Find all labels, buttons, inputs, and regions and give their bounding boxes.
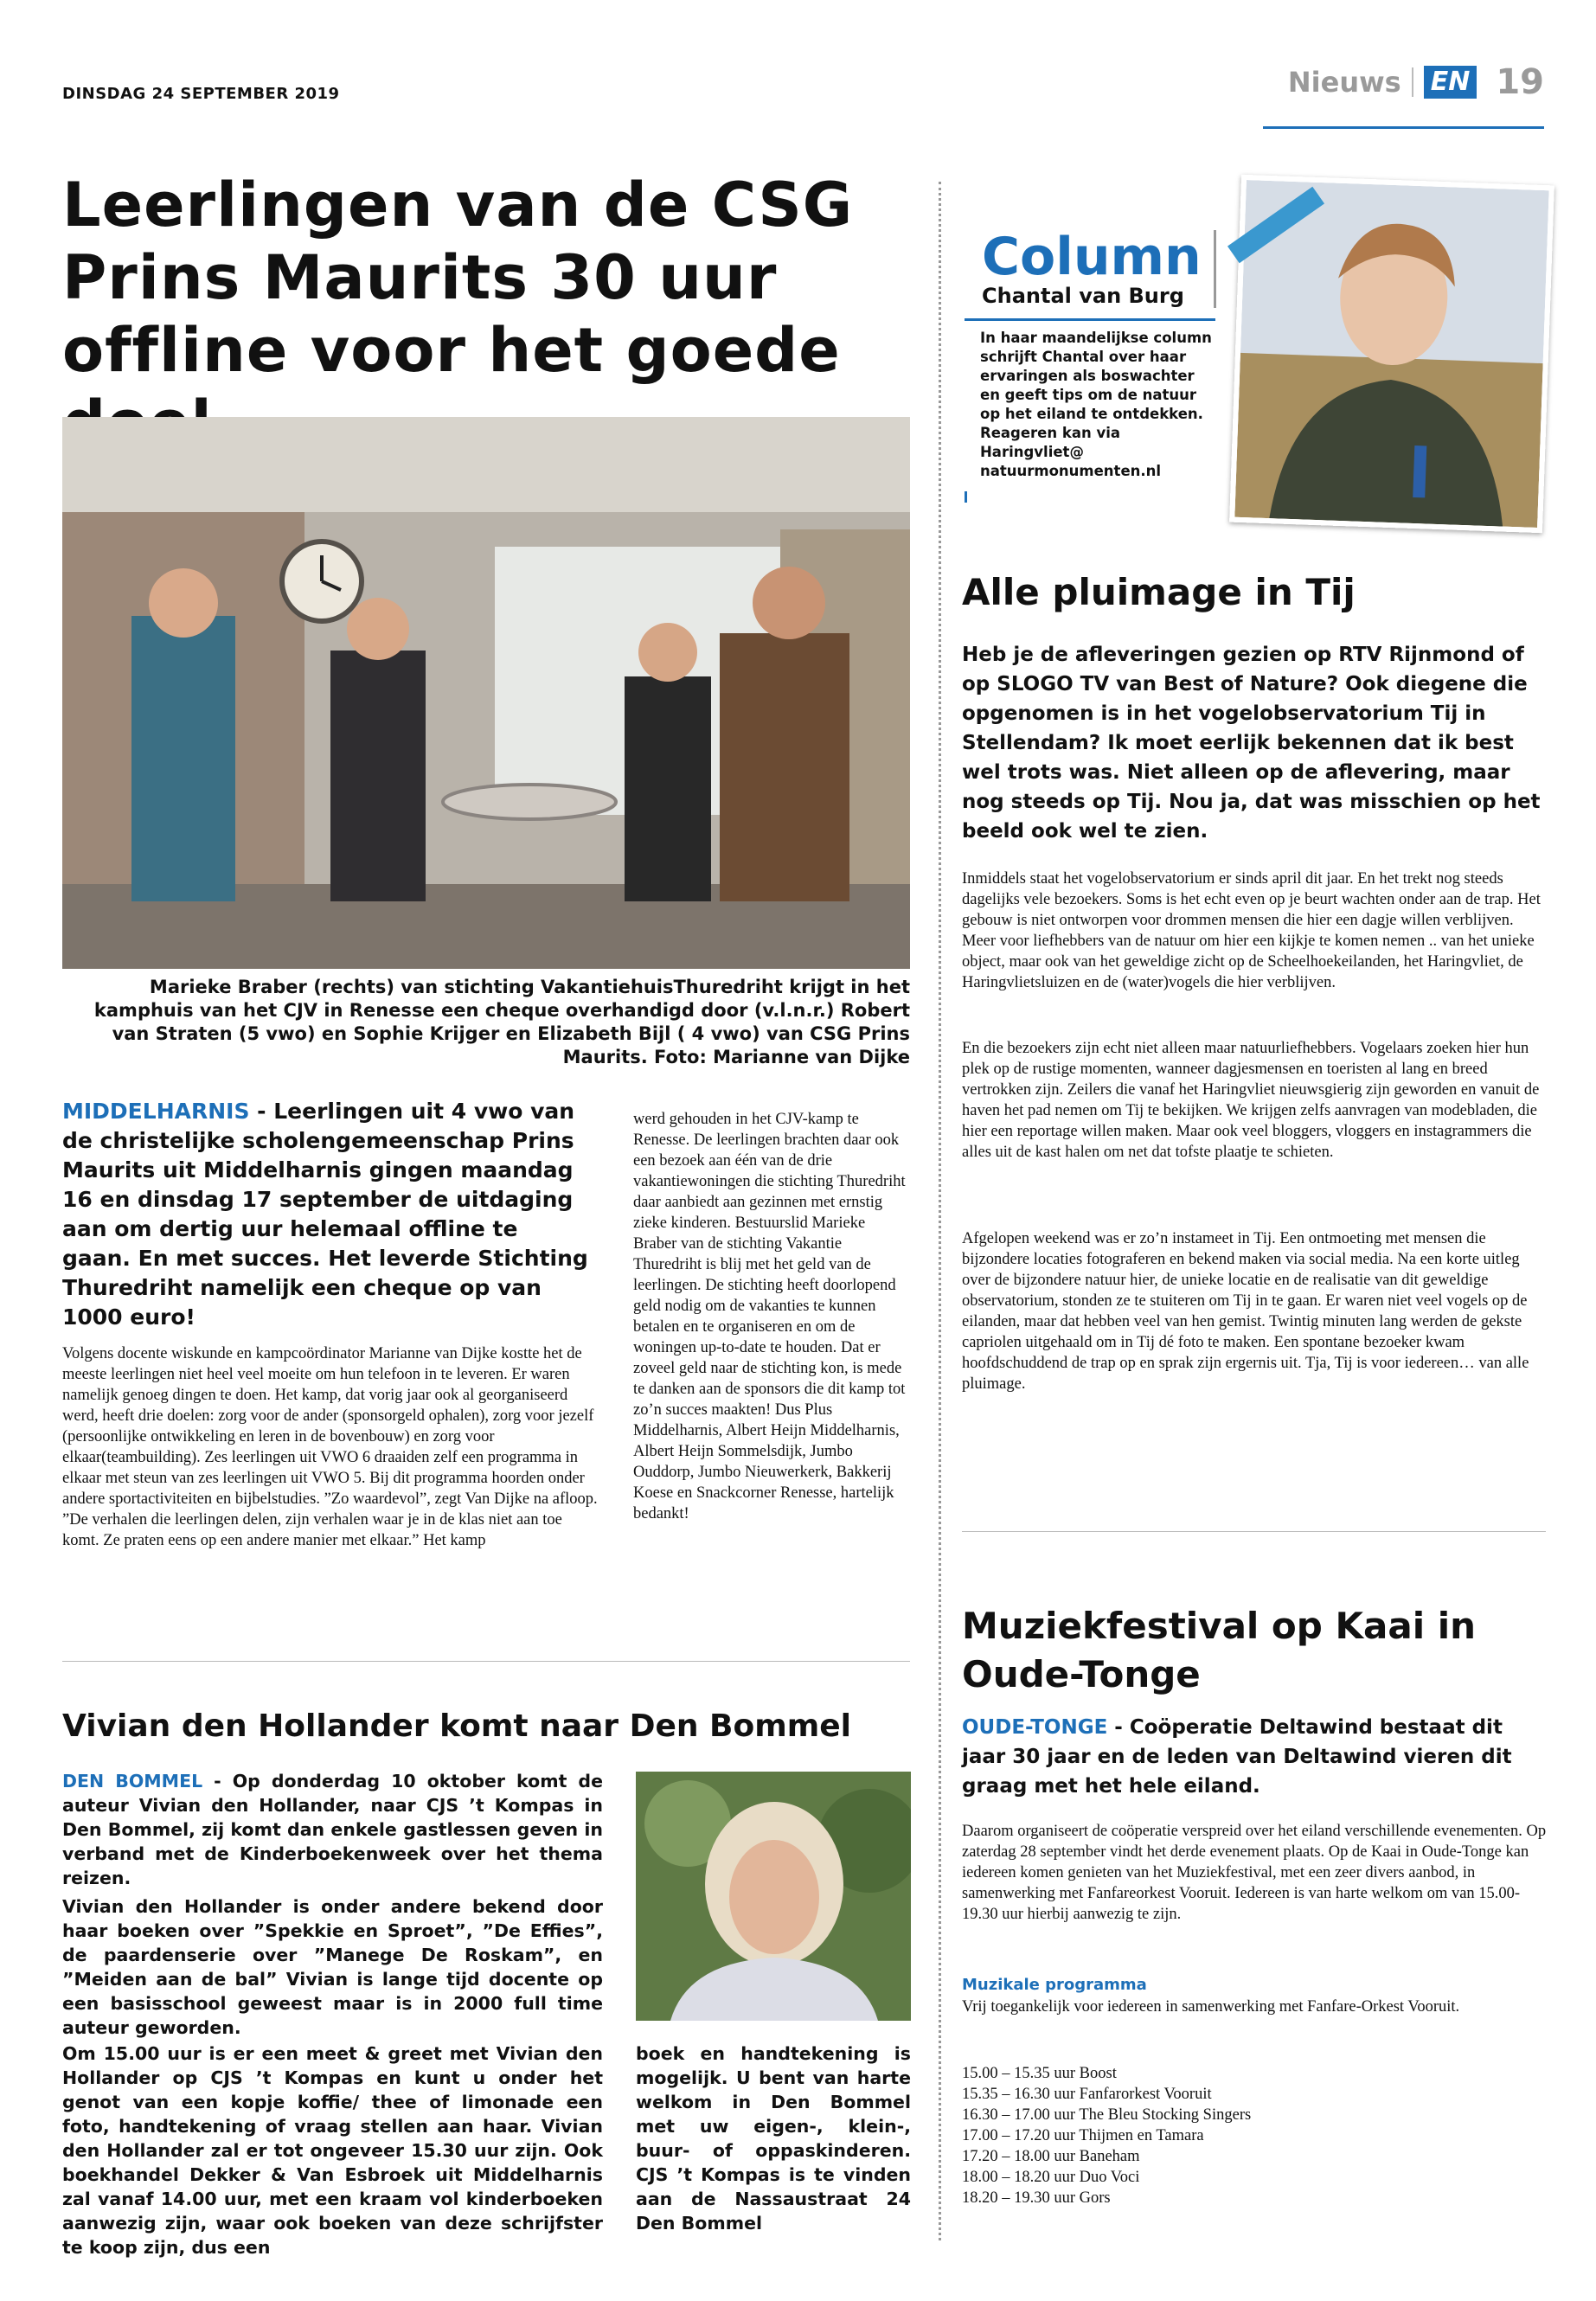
vivian-para2: Vivian den Hollander is onder andere bekend door haar boeken over ”Spekkie en Sproet”, ”De Effies”, de paardenserie over ”Manege De Roskam”, en ”Meiden aan de bal” Vivian is lange tijd docente op een basisschool geweest maar is in 2000 full time auteur geworden. — [62, 1896, 603, 2038]
muziek-dateline: OUDE-TONGE — [962, 1716, 1108, 1739]
column-description: In haar maandelijkse column schrijft Chantal over haar ervaringen als boswachter en geeft tips om de natuur op het eiland te ontdekken. Reageren kan via Haringvliet@ natuurmonumenten.nl — [980, 330, 1212, 479]
column-intro — [965, 223, 1233, 491]
column-paragraph-1: Inmiddels staat het vogelobservatorium er sinds april dit jaar. En het trekt nog steeds dagelijks vele bezoekers. Soms is het echt even op je beurt wachten onder aan de trap. Het gebouw is niet ontworpen voor drommen mensen die hier een dagje willen verblijven. Meer voor liefhebbers van de natuur om hier een kijkje te komen nemen .. van het unieke object, maar ook van het geweldige zicht op de Scheelhoekeilanden, het Haringvliet, de Haringvlietsluizen en de (water)vogels die hier verblijven. — [962, 870, 1541, 991]
program-item: 16.30 – 17.00 uur The Bleu Stocking Singers — [962, 2106, 1252, 2124]
muziek-body: Daarom organiseert de coöperatie verspreid over het eiland verschillende evenementen. Op zaterdag 28 september vindt het derde evenement plaats. Op de Kaai in Oude-Tonge kan iedereen komen genieten van het Muziekfestival, met een zeer divers aanbod, in samenwerking met Fanfareorkest Vooruit. Iedereen is van harte welkom om van 15.00-19.30 uur hierbij aanwezig te zijn. — [962, 1823, 1547, 1923]
page-number: 19 — [1496, 62, 1544, 102]
muziek-lead — [962, 1713, 1542, 1801]
main-photo-caption: Marieke Braber (rechts) van stichting VakantiehuisThuredriht krijgt in het kamphuis van het CJV in Renesse een cheque overhandigd door (v.l.n.r.) Robert van Straten (5 vwo) en Sophie Krijger en Elizabeth Bijl ( 4 vwo) van CSG Prins Maurits. Foto: Marianne van Dijke — [93, 977, 910, 1067]
main-lead-text: - Leerlingen uit 4 vwo van de christelijke scholengemeenschap Prins Maurits uit Middelharnis gingen maandag 16 en dinsdag 17 september de uitdaging aan om dertig uur helemaal offline te gaan. En met succes. Het leverde Stichting Thuredriht namelijk een cheque op van 1000 euro! — [62, 1099, 588, 1330]
en-logo: EN — [1424, 66, 1477, 99]
header-date: DINSDAG 24 SEPTEMBER 2019 — [62, 85, 340, 103]
vivian-para3-continued: boek en handtekening is mogelijk. U bent van harte welkom in Den Bommel met uw eigen-, klein-, buur- of oppaskinderen. CJS ’t Kompas is te vinden aan de Nassaustraat 24 Den Bommel — [636, 2043, 911, 2234]
header-masthead — [1288, 62, 1544, 102]
main-body-right: werd gehouden in het CJV-kamp te Renesse. De leerlingen brachten daar ook een bezoek aan één van de drie vakantiewoningen die stichting Thuredriht daar aanbiedt aan gezinnen met ernstig zieke kinderen. Bestuurslid Marieke Braber van de stichting Vakantie Thuredriht is blij met het geld van de leerlingen. De stichting heeft doorlopend geld nodig om de vakanties te kunnen betalen en te organiseren en om de woningen up-to-date te houden. Dat er zoveel geld naar de stichting kon, is mede te danken aan de sponsors die dit kamp tot zo’n succes maakten! Dus Plus Middelharnis, Albert Heijn Middelharnis, Albert Heijn Sommelsdijk, Jumbo Ouddorp, Jumbo Nieuwerkerk, Bakkerij Koese en Snackcorner Renesse, hartelijk bedankt! — [633, 1111, 906, 1522]
column-rule — [965, 318, 1215, 321]
header-rule — [1263, 126, 1544, 129]
column-paragraph-2: En die bezoekers zijn echt niet alleen maar natuurliefhebbers. Vogelaars zoeken hier hun plek op de rustige momenten, wanneer dagjesmensen en toeristen al lang en breed vertrokken zijn. Zeilers die vanaf het Haringvliet nieuwsgierig zijn geworden en vanuit de haven het pad nemen om Tij te bekijken. We krijgen zelfs aanvragen van modebladen, die hier een reportage willen maken. Maar ook veel bloggers, vloggers en instagrammers die alles uit de kast halen om net dat tofste plaatje te schieten. — [962, 1040, 1540, 1161]
portrait-image — [636, 1772, 911, 2021]
program-item: 17.20 – 18.00 uur Baneham — [962, 2148, 1140, 2165]
program-item: 18.00 – 18.20 uur Duo Voci — [962, 2169, 1140, 2186]
vivian-photo — [636, 1772, 911, 2021]
column-author: Chantal van Burg — [982, 284, 1184, 308]
main-photo — [62, 417, 910, 969]
muziek-subhead: Muzikale programma — [962, 1976, 1147, 1994]
column-label: Column — [982, 227, 1202, 287]
vivian-lead — [62, 1769, 603, 1890]
section-name: Nieuws — [1287, 66, 1401, 99]
main-body-left: Volgens docente wiskunde en kampcoördinator Marianne van Dijke kostte het de meeste leerlingen niet heel veel moeite om hun telefoon in te leveren. Er waren namelijk genoeg dingen te doen. Het kamp, dat vorig jaar ook al georganiseerd werd, heeft drie doelen: zorg voor de ander (sponsorgeld ophalen), zorg voor jezelf (persoonlijke ontwikkeling en leren in de bovenbouw) en zorg voor elkaar(teambuilding). Zes leerlingen uit VWO 6 draaiden zelf een programma in elkaar met steun van zes leerlingen uit VWO 5. Bij dit programma hoorden onder andere sportactiviteiten en bijbelstudies. ”Zo waardevol”, zegt Van Dijke na afloop. ”De verhalen die leerlingen delen, zijn verhalen waar je in de klas niet aan toe komt. Ze praten eens op een andere manier met elkaar.” Het kamp — [62, 1345, 598, 1549]
program-item: 15.35 – 16.30 uur Fanfarorkest Vooruit — [962, 2086, 1212, 2103]
vivian-para3: Om 15.00 uur is er een meet & greet met Vivian den Hollander op CJS ’t Kompas en kunt u onder het genot van een kopje koffie/ thee of limonade een foto, handtekening of vraag stellen aan haar. Vivian den Hollander zal er tot ongeveer 15.30 uur zijn. Ook boekhandel Dekker & Van Esbroek uit Middelharnis zal vanaf 14.00 uur, met een kraam vol kinderboeken aanwezig zijn, waar ook boeken van deze schrijfster te koop zijn, dus een — [62, 2043, 603, 2258]
group-photo-image — [62, 417, 910, 969]
program-item: 15.00 – 15.35 uur Boost — [962, 2065, 1117, 2082]
main-headline: Leerlingen van de CSG Prins Maurits 30 uur offline voor het goede — [62, 170, 854, 386]
main-dateline: MIDDELHARNIS — [62, 1099, 250, 1124]
section-rule — [62, 1661, 910, 1662]
column-paragraph-3: Afgelopen weekend was er zo’n instameet in Tij. Een ontmoeting met mensen die bijzondere locaties fotograferen en bekend maken via social media. Na een korte uitleg over de bijzondere natuur hier, de unieke locatie en de realisatie van dit geweldige observatorium, stonden ze te stuiteren om Tij in te gaan. Er waren niet veel vogels op de eilanden, maar dat hebben veel van hen gemist. Twintig minuten lang werden de gekste capriolen uitgehaald om in Tij dé foto te maken. Een spontane bezoeker kwam hoofdschuddend de trap op en sprak zijn ergernis uit. Tja, Tij is voor iedereen… van alle pluimage. — [962, 1230, 1529, 1393]
column-intro-text: Heb je de afleveringen gezien op RTV Rijnmond of op SLOGO TV van Best of Nature? Ook diegene die opgenomen is in het vogelobservatorium Tij in Stellendam? Ik moet eerlijk bekennen dat ik best wel trots was. Niet alleen op de aflevering, maar nog steeds op Tij. Nou ja, dat was misschien op het beeld ook wel te zien. — [962, 644, 1541, 843]
column-divider — [939, 182, 941, 2240]
header-separator — [1412, 67, 1413, 97]
column-headline: Alle pluimage in Tij — [962, 571, 1356, 613]
muziek-program — [962, 2063, 1550, 2208]
main-lead — [62, 1097, 590, 1332]
muziek-lead-text: - Coöperatie Deltawind bestaat dit jaar 30 jaar en de leden van Deltawind vieren dit graag met het hele eiland. — [962, 1716, 1512, 1798]
column-end-rule — [962, 1531, 1546, 1532]
program-item: 17.00 – 17.20 uur Thijmen en Tamara — [962, 2127, 1204, 2144]
vivian-headline: Vivian den Hollander komt naar Den Bommel — [62, 1708, 851, 1744]
column-label-block — [982, 227, 1216, 308]
muziek-headline: Muziekfestival op Kaai in Oude-Tonge — [962, 1605, 1477, 1695]
vivian-lead-text: - Op donderdag 10 oktober komt de auteur Vivian den Hollander, naar CJS ’t Kompas in Den Bommel, zij komt dan enkele gastlessen geven in verband met de Kinderboekenweek over het thema reizen. — [62, 1771, 603, 1888]
vivian-dateline: DEN BOMMEL — [62, 1771, 203, 1791]
muziek-subhead-text: Vrij toegankelijk voor iedereen in samenwerking met Fanfare-Orkest Vooruit. — [962, 1998, 1460, 2016]
program-item: 18.20 – 19.30 uur Gors — [962, 2189, 1111, 2207]
